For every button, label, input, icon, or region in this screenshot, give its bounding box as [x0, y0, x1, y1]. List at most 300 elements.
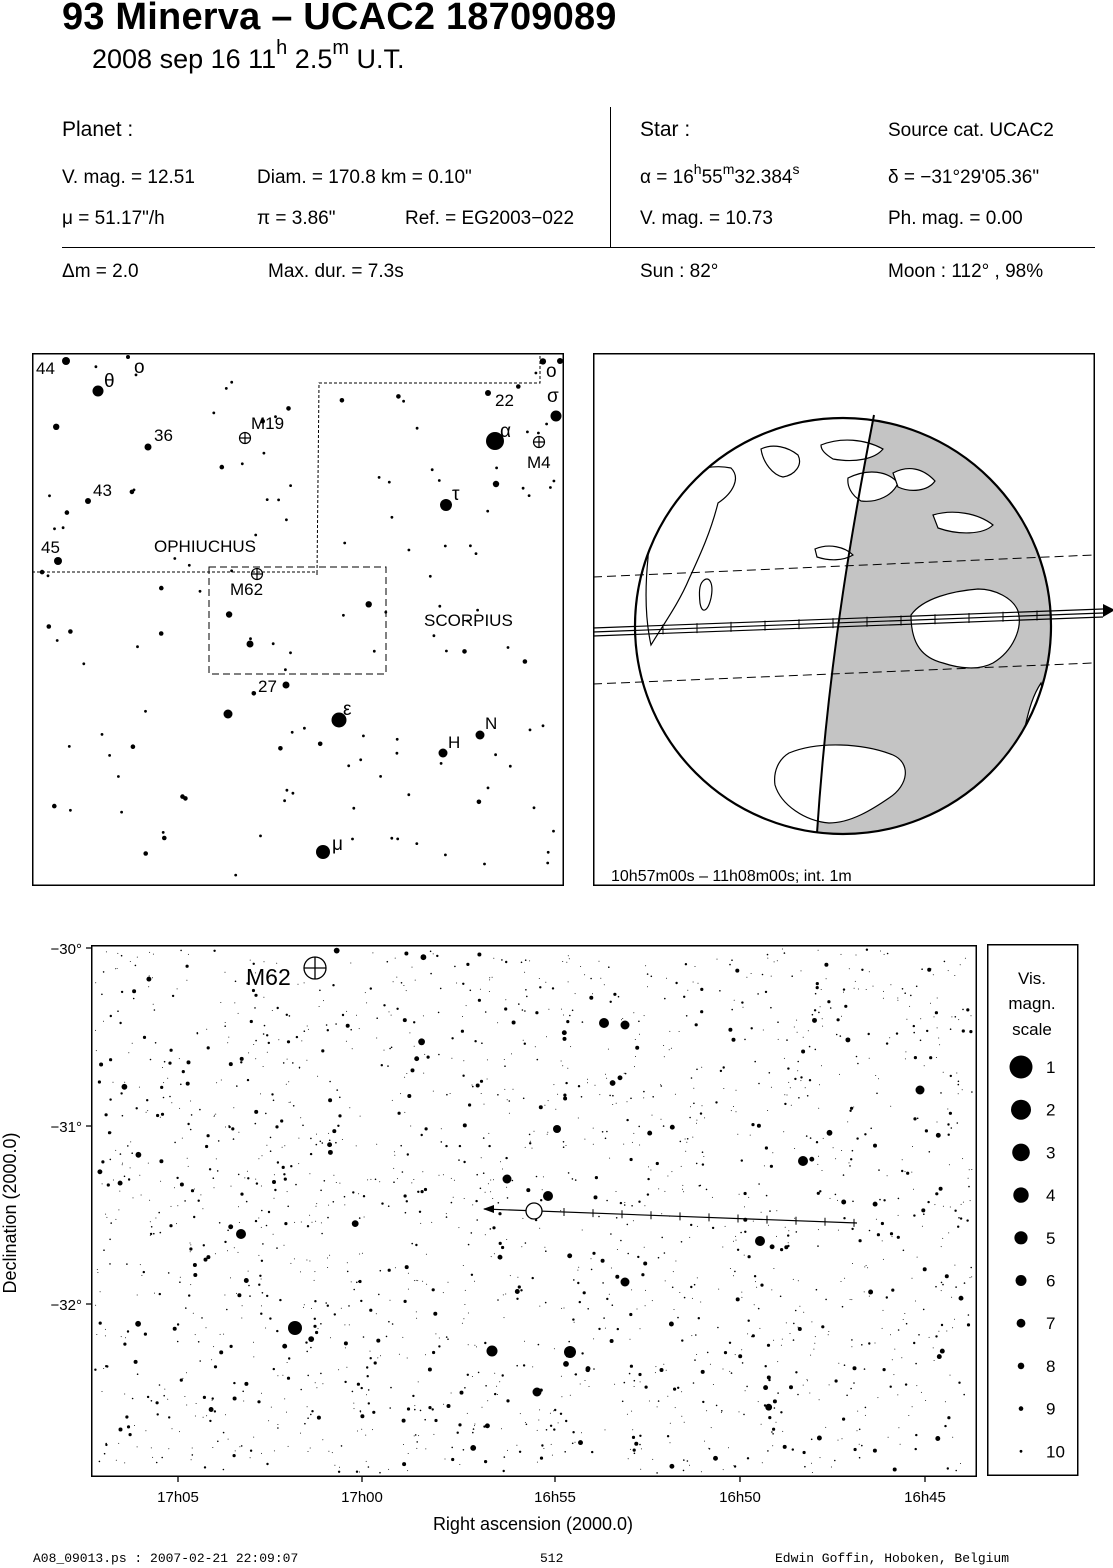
- field-star: [958, 1382, 960, 1384]
- field-star: [748, 1320, 750, 1322]
- field-star: [744, 1231, 746, 1233]
- field-star: [124, 1394, 125, 1395]
- field-star: [866, 1265, 867, 1266]
- field-star: [784, 952, 786, 954]
- field-star: [765, 1404, 772, 1411]
- field-star: [762, 974, 764, 976]
- field-star: [925, 1400, 926, 1401]
- field-star: [886, 1296, 888, 1298]
- field-star: [702, 1163, 704, 1165]
- field-star: [643, 1091, 645, 1093]
- field-star: [591, 1258, 592, 1259]
- field-star: [315, 1382, 316, 1383]
- field-star: [483, 1172, 485, 1174]
- field-star: [875, 1343, 876, 1344]
- field-star: [163, 1395, 165, 1397]
- field-star: [417, 1280, 418, 1281]
- field-star: [206, 1415, 207, 1416]
- field-star: [476, 1084, 480, 1088]
- field-star: [400, 1145, 402, 1147]
- field-star: [233, 1382, 235, 1384]
- field-star: [935, 1286, 937, 1288]
- finder-star: [390, 837, 393, 840]
- field-star: [376, 1339, 380, 1343]
- finder-star: [53, 424, 59, 430]
- field-star: [876, 1219, 877, 1220]
- field-star: [640, 1381, 641, 1382]
- xtick-2: 17h00: [341, 1489, 383, 1506]
- field-star: [652, 1115, 653, 1116]
- field-star: [634, 1380, 636, 1382]
- field-star: [661, 1213, 662, 1214]
- field-star: [867, 1267, 868, 1268]
- field-star: [507, 1450, 508, 1451]
- field-star: [744, 1206, 745, 1207]
- field-star: [784, 1058, 785, 1059]
- field-star: [206, 1029, 207, 1030]
- field-star: [944, 1425, 946, 1427]
- field-star: [787, 1234, 789, 1236]
- field-star: [117, 968, 118, 969]
- field-star: [563, 1037, 567, 1041]
- field-star: [562, 1030, 567, 1035]
- field-star: [266, 1034, 268, 1036]
- field-star: [622, 1018, 623, 1019]
- field-star: [190, 1243, 191, 1244]
- field-star: [310, 1448, 311, 1449]
- field-star: [130, 1141, 131, 1142]
- field-star: [503, 1470, 505, 1472]
- field-star: [345, 1347, 346, 1348]
- field-star: [633, 1220, 634, 1221]
- field-star: [146, 977, 151, 982]
- finder-star: [241, 462, 244, 465]
- field-star: [405, 1265, 409, 1269]
- field-star: [767, 1450, 769, 1452]
- finder-star: [173, 557, 176, 560]
- field-star: [229, 1062, 233, 1066]
- field-star: [304, 1304, 305, 1305]
- direction-arrow: [1103, 604, 1113, 617]
- field-star: [799, 1306, 800, 1307]
- field-star: [428, 1406, 431, 1409]
- field-star: [255, 1220, 257, 1222]
- field-star: [383, 1004, 385, 1006]
- field-star: [664, 998, 666, 1000]
- field-star: [746, 1386, 748, 1388]
- field-star: [593, 1128, 594, 1129]
- field-star: [815, 1336, 816, 1337]
- field-star: [476, 1219, 478, 1221]
- field-star: [346, 1367, 347, 1368]
- field-star: [360, 1414, 364, 1418]
- field-star: [971, 1015, 972, 1016]
- field-star: [500, 1161, 501, 1162]
- field-star: [176, 1223, 177, 1224]
- field-star: [924, 1065, 925, 1066]
- field-star: [450, 1093, 451, 1094]
- field-star: [194, 1189, 195, 1190]
- field-star: [295, 1184, 297, 1186]
- field-star: [633, 1012, 634, 1013]
- field-star: [472, 1376, 473, 1377]
- field-star: [687, 990, 688, 991]
- field-star: [301, 1222, 302, 1223]
- field-star: [393, 1181, 395, 1183]
- field-star: [700, 1112, 702, 1114]
- field-star: [504, 1456, 506, 1458]
- field-star: [199, 1360, 201, 1362]
- finder-star: [433, 634, 436, 637]
- field-star: [349, 1324, 350, 1325]
- field-star: [814, 1009, 816, 1011]
- field-star: [235, 1450, 236, 1451]
- field-star: [425, 1354, 426, 1355]
- footer-author: Edwin Goffin, Hoboken, Belgium: [775, 1551, 1010, 1566]
- field-star: [260, 1093, 261, 1094]
- field-star: [115, 1150, 116, 1151]
- field-star: [115, 1219, 116, 1220]
- bright-star: [798, 1156, 808, 1166]
- field-star: [488, 1145, 490, 1147]
- field-star: [634, 1066, 635, 1067]
- bright-star: [621, 1278, 630, 1287]
- field-star: [219, 1222, 221, 1224]
- field-star: [966, 1008, 969, 1011]
- field-star: [809, 1079, 811, 1081]
- field-star: [328, 1451, 329, 1452]
- field-star: [214, 1115, 215, 1116]
- field-star: [387, 1065, 389, 1067]
- field-star: [966, 1219, 968, 1221]
- field-star: [929, 1056, 932, 1059]
- scale-label: 9: [1046, 1399, 1056, 1419]
- field-star: [960, 1463, 961, 1464]
- field-star: [425, 1448, 426, 1449]
- field-star: [675, 1094, 676, 1095]
- field-star: [647, 1178, 649, 1180]
- field-star: [656, 1162, 659, 1165]
- label-H: H: [448, 733, 461, 752]
- field-star: [314, 1271, 315, 1272]
- field-star: [366, 1461, 367, 1462]
- scale-label: 2: [1046, 1100, 1056, 1120]
- field-star: [299, 1067, 301, 1069]
- star-mu: [316, 845, 330, 859]
- star-right-ascension: $\alpha = 16^h55^m32.384^s$: [640, 161, 800, 188]
- field-star: [328, 1098, 332, 1102]
- field-star: [655, 1372, 656, 1373]
- field-star: [306, 1260, 307, 1261]
- field-star: [172, 1428, 173, 1429]
- field-star: [891, 1289, 894, 1292]
- field-star: [407, 1153, 409, 1155]
- field-star: [550, 1413, 551, 1414]
- field-star: [333, 1175, 334, 1176]
- field-star: [669, 1322, 674, 1327]
- field-star: [661, 1119, 662, 1120]
- field-star: [803, 1451, 806, 1454]
- field-star: [581, 1096, 583, 1098]
- finder-star: [516, 384, 521, 389]
- field-star: [506, 1239, 507, 1240]
- finder-star: [379, 775, 382, 778]
- ytick-2: −31°: [50, 1119, 82, 1136]
- field-star: [516, 1365, 518, 1367]
- field-star: [273, 1234, 274, 1235]
- field-star: [954, 1265, 955, 1266]
- finder-star: [285, 518, 288, 521]
- field-star: [798, 1327, 799, 1328]
- field-star: [851, 1228, 853, 1230]
- field-star: [960, 1217, 962, 1219]
- field-star: [168, 1416, 170, 1418]
- field-star: [706, 1410, 707, 1411]
- field-star: [153, 1233, 155, 1235]
- finder-star: [396, 838, 399, 841]
- field-star: [750, 1135, 751, 1136]
- field-star: [349, 1107, 350, 1108]
- m62-cluster-icon: [304, 957, 326, 979]
- field-star: [837, 1200, 838, 1201]
- field-star: [294, 1258, 295, 1259]
- field-star: [372, 1411, 375, 1414]
- field-star: [938, 1331, 939, 1332]
- field-star: [731, 1009, 733, 1011]
- field-star: [411, 1182, 412, 1183]
- field-star: [504, 1007, 507, 1010]
- field-star: [487, 1400, 488, 1401]
- field-star: [664, 1252, 666, 1254]
- field-star: [522, 1009, 524, 1011]
- field-star: [380, 1355, 381, 1356]
- scale-label: 6: [1046, 1271, 1056, 1291]
- field-star: [485, 1385, 487, 1387]
- field-star: [328, 1150, 333, 1155]
- field-star: [577, 1282, 579, 1284]
- field-star: [612, 1104, 613, 1105]
- field-star: [909, 1006, 910, 1007]
- field-star: [673, 1271, 674, 1272]
- field-star: [906, 1019, 907, 1020]
- field-star: [782, 1339, 783, 1340]
- field-star: [901, 1170, 903, 1172]
- field-star: [877, 1397, 878, 1398]
- field-star: [849, 968, 850, 969]
- field-star: [956, 1073, 957, 1074]
- field-star: [813, 1349, 814, 1350]
- field-star: [925, 1129, 928, 1132]
- field-star: [453, 1197, 454, 1198]
- field-star: [258, 1284, 260, 1286]
- field-star: [231, 1127, 234, 1130]
- field-star: [403, 985, 404, 986]
- field-star: [278, 1039, 279, 1040]
- field-star: [761, 1212, 762, 1213]
- field-star: [411, 1068, 415, 1072]
- field-star: [523, 1364, 525, 1366]
- field-star: [471, 1274, 473, 1276]
- field-star: [827, 1130, 833, 1136]
- field-star: [694, 1284, 696, 1286]
- field-star: [869, 1058, 870, 1059]
- finder-star: [48, 494, 51, 497]
- field-star: [964, 1282, 966, 1284]
- field-star: [141, 1195, 142, 1196]
- field-star: [595, 1176, 598, 1179]
- field-star: [432, 1408, 434, 1410]
- field-star: [474, 1424, 475, 1425]
- field-star: [503, 1294, 504, 1295]
- field-star: [304, 1423, 306, 1425]
- field-star: [843, 1174, 845, 1176]
- field-star: [496, 1386, 497, 1387]
- field-star: [433, 1312, 437, 1316]
- field-star: [109, 1263, 111, 1265]
- field-star: [563, 1141, 565, 1143]
- field-star: [485, 1011, 487, 1013]
- field-star: [255, 1040, 257, 1042]
- field-star: [838, 1440, 839, 1441]
- field-star: [122, 1084, 128, 1090]
- field-star: [225, 1127, 226, 1128]
- field-star: [774, 961, 775, 962]
- field-star: [147, 1396, 149, 1398]
- field-star: [913, 1342, 915, 1344]
- star-22: [485, 390, 491, 396]
- scale-dot: [1018, 1363, 1025, 1370]
- field-star: [947, 1416, 950, 1419]
- field-star: [718, 1289, 719, 1290]
- field-star: [630, 1098, 632, 1100]
- finder-star: [133, 489, 136, 492]
- field-star: [212, 1400, 213, 1401]
- moon-elongation: Moon : 112° , 98%: [888, 261, 1044, 282]
- finder-star: [378, 476, 381, 479]
- field-star: [406, 1073, 407, 1074]
- field-star: [811, 1439, 813, 1441]
- field-star: [235, 981, 237, 983]
- field-star: [689, 1117, 691, 1119]
- field-star: [424, 1419, 426, 1421]
- field-star: [669, 1049, 670, 1050]
- field-star: [729, 964, 731, 966]
- field-star: [322, 1142, 324, 1144]
- field-star: [927, 1201, 929, 1203]
- finder-star: [529, 729, 532, 732]
- field-star: [723, 1469, 724, 1470]
- field-star: [359, 1217, 361, 1219]
- field-star: [228, 1224, 233, 1229]
- field-star: [631, 1411, 632, 1412]
- field-star: [606, 1131, 608, 1133]
- field-star: [826, 978, 827, 979]
- field-star: [190, 1129, 192, 1131]
- field-star: [439, 1175, 440, 1176]
- field-star: [150, 1235, 151, 1236]
- field-star: [236, 1085, 238, 1087]
- field-star: [633, 1133, 634, 1134]
- field-star: [585, 1380, 586, 1381]
- field-star: [466, 1005, 467, 1006]
- field-star: [119, 1022, 121, 1024]
- field-star: [520, 1289, 522, 1291]
- field-star: [756, 1287, 757, 1288]
- field-star: [192, 1448, 193, 1449]
- field-star: [783, 1445, 787, 1449]
- field-star: [146, 1112, 147, 1113]
- field-star: [805, 1087, 806, 1088]
- field-star: [272, 1180, 276, 1184]
- field-star: [685, 1139, 686, 1140]
- field-star: [704, 1441, 705, 1442]
- field-star: [505, 1157, 507, 1159]
- field-star: [268, 1211, 270, 1213]
- field-star: [737, 1134, 738, 1135]
- field-star: [219, 1350, 223, 1354]
- field-star: [854, 1448, 857, 1451]
- field-star: [689, 1237, 690, 1238]
- field-star: [306, 1351, 308, 1353]
- field-star: [174, 1187, 175, 1188]
- field-star: [697, 1277, 698, 1278]
- field-star: [127, 1330, 129, 1332]
- field-star: [407, 1470, 408, 1471]
- field-star: [179, 1058, 180, 1059]
- ytick-3: −32°: [50, 1297, 82, 1314]
- field-star: [221, 1080, 222, 1081]
- planet-ephemeris-ref: Ref. = EG2003−022: [405, 208, 575, 229]
- field-star: [816, 986, 819, 989]
- field-star: [359, 1254, 360, 1255]
- field-star: [693, 982, 694, 983]
- field-star: [461, 1030, 464, 1033]
- field-star: [215, 1253, 216, 1254]
- field-star: [751, 1027, 753, 1029]
- field-star: [102, 1183, 103, 1184]
- field-star: [370, 1351, 371, 1352]
- field-star: [950, 1075, 952, 1077]
- finder-star: [289, 651, 292, 654]
- field-star: [751, 1336, 753, 1338]
- field-star: [713, 1456, 718, 1461]
- field-star: [164, 1061, 166, 1063]
- field-star: [809, 1046, 811, 1048]
- field-star: [901, 1357, 902, 1358]
- field-star: [788, 1230, 789, 1231]
- field-star: [661, 1085, 663, 1087]
- field-star: [170, 1049, 173, 1052]
- field-star: [550, 1425, 552, 1427]
- field-star: [336, 1182, 337, 1183]
- field-star: [794, 1078, 796, 1080]
- field-star: [216, 1082, 217, 1083]
- field-star: [935, 1436, 940, 1441]
- field-star: [681, 1166, 682, 1167]
- field-star: [368, 1466, 370, 1468]
- field-star: [765, 1365, 767, 1367]
- field-star: [739, 1411, 740, 1412]
- field-star: [315, 1331, 318, 1334]
- field-star: [655, 1366, 656, 1367]
- field-star: [890, 1106, 891, 1107]
- field-star: [339, 1183, 340, 1184]
- field-star: [818, 1012, 820, 1014]
- finder-star: [263, 452, 266, 455]
- field-star: [962, 1089, 963, 1090]
- field-star: [698, 983, 699, 984]
- field-star: [421, 1134, 423, 1136]
